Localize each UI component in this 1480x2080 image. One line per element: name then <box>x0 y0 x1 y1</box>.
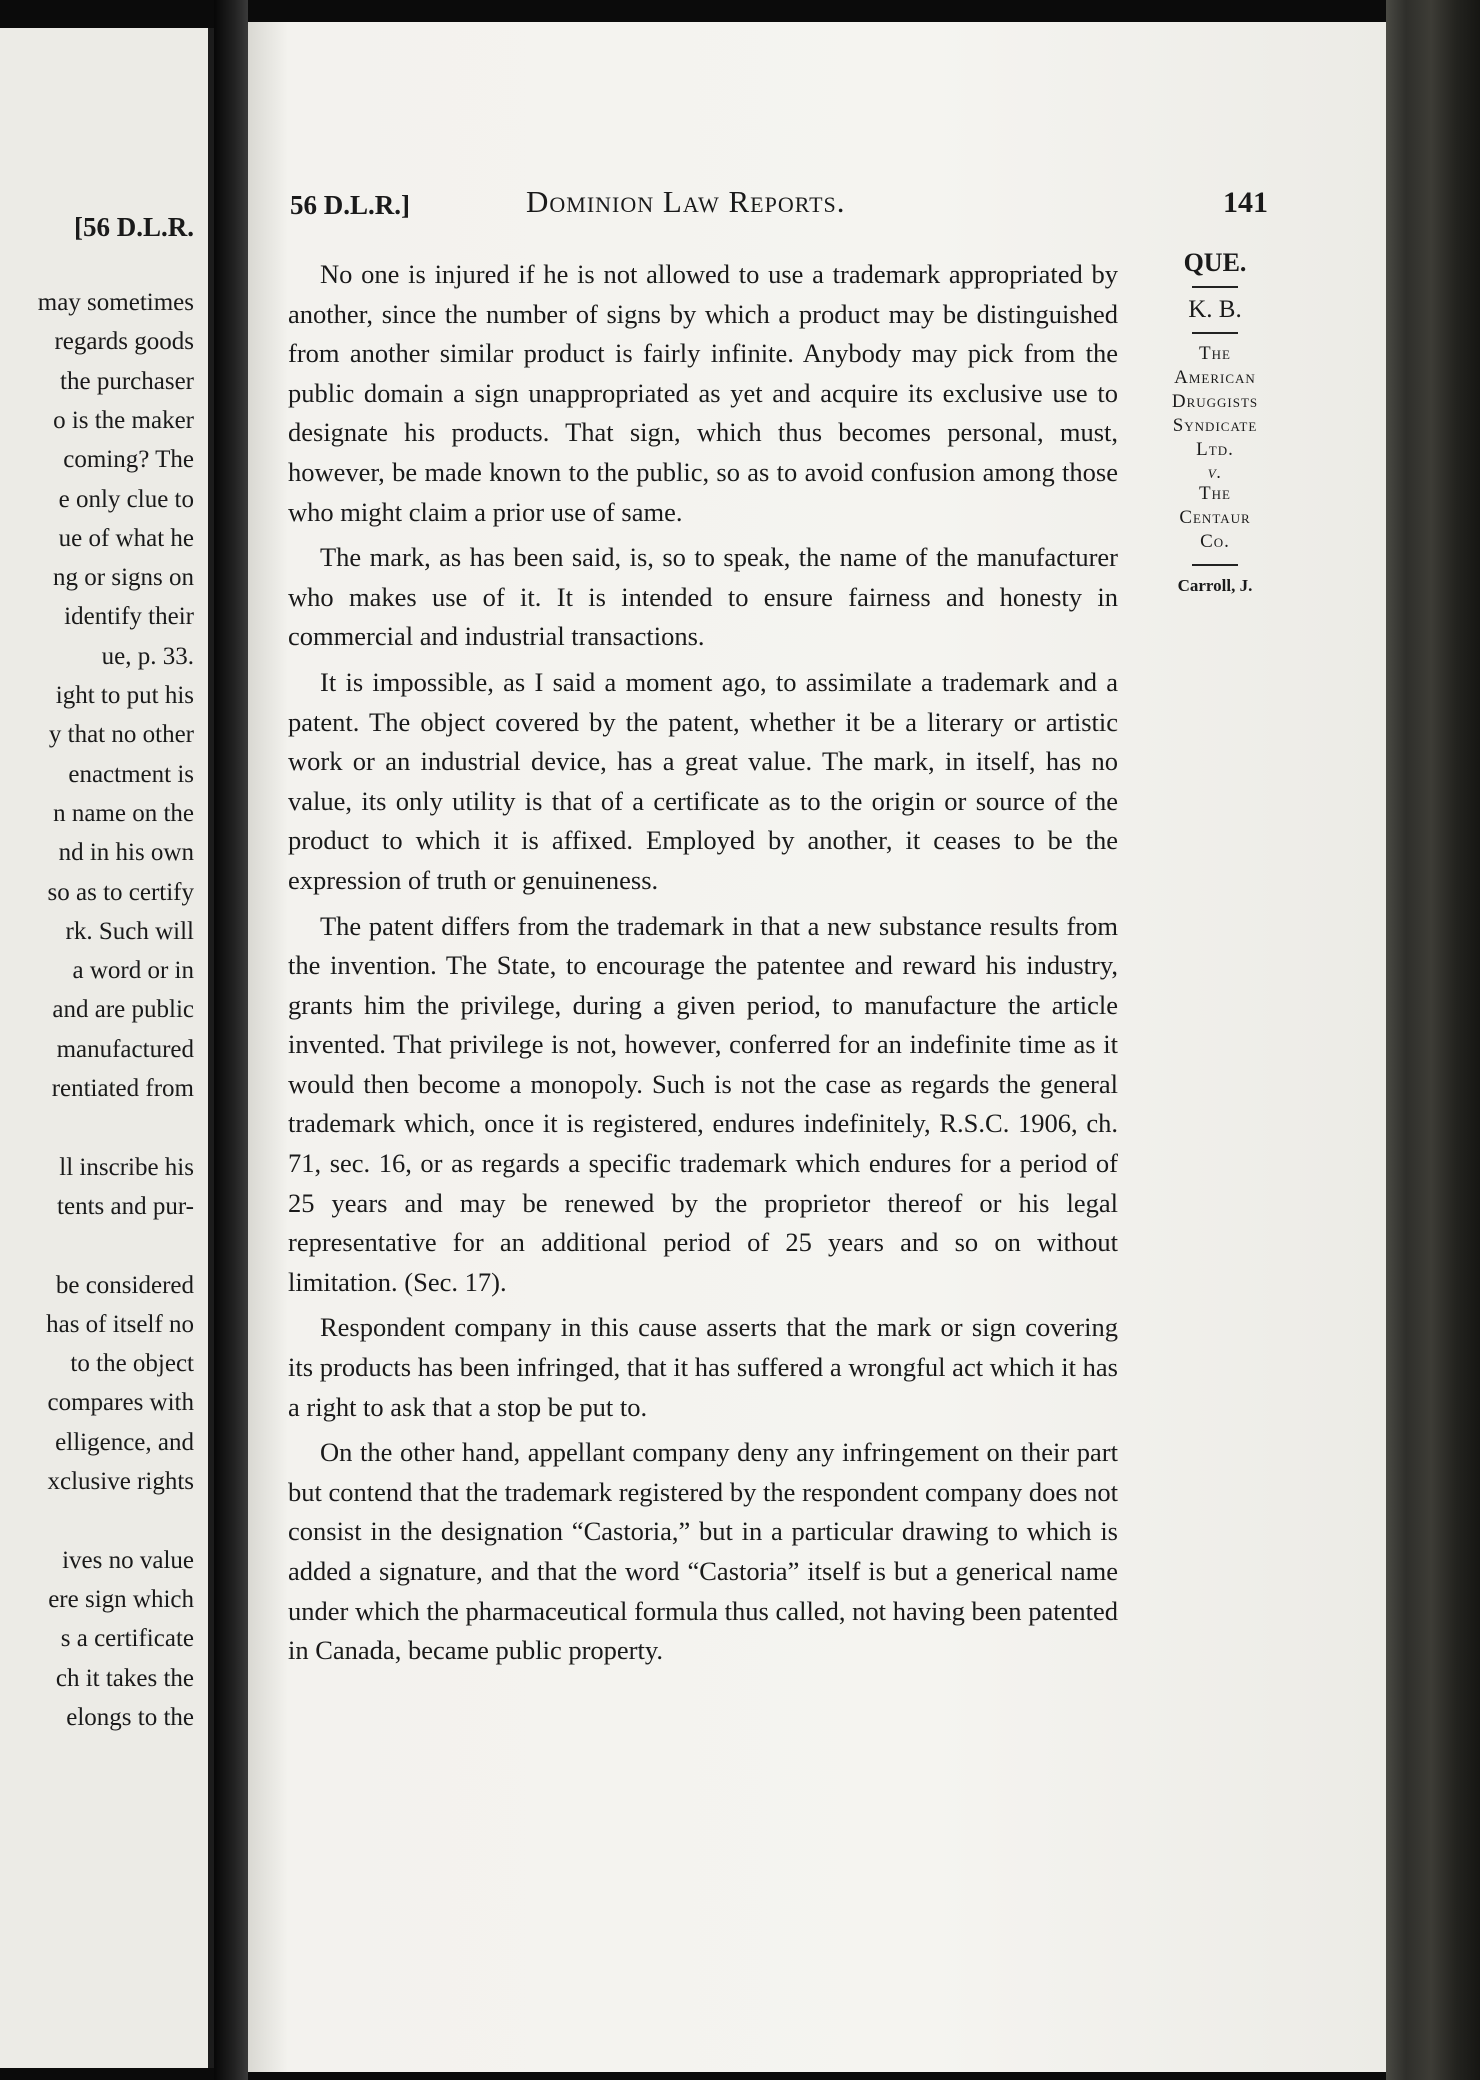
running-header <box>290 184 1278 224</box>
judge-note: Carroll, J. <box>1177 576 1253 595</box>
case-name-line: The <box>1199 343 1231 364</box>
left-page-line: e only clue to <box>58 485 194 513</box>
left-page-line: enactment is <box>68 760 194 788</box>
left-page-line: ives no value <box>62 1546 194 1574</box>
case-name-line: American <box>1174 367 1256 388</box>
paragraph: On the other hand, appellant company deny any infringement on their part but contend that the trademark registered by the respondent company does not consist in the designation “Castoria,” but in a particular drawing to which is added a signature, and that the word “Castoria” itself is but a generical name under which the pharmaceutical formula thus called, not having been patented in Canada, became public property. <box>288 1437 1118 1666</box>
left-page-line: compares with <box>47 1389 194 1417</box>
book-gutter <box>214 0 248 2080</box>
case-name-line: Co. <box>1200 531 1230 552</box>
left-page-line: a word or in <box>72 957 194 985</box>
left-page-header: [56 D.L.R. <box>74 212 194 242</box>
left-page-line: o is the maker <box>53 406 194 434</box>
left-page-line: xclusive rights <box>47 1468 194 1495</box>
court-note: K. B. <box>1188 296 1242 323</box>
left-page-line: elligence, and <box>55 1428 194 1456</box>
left-page-line: n name on the <box>53 799 194 827</box>
divider <box>1192 286 1238 288</box>
book-edge <box>1386 0 1480 2080</box>
case-name-line: Druggists <box>1171 391 1259 412</box>
case-name-line: Ltd. <box>1196 439 1234 460</box>
page-number: 141 <box>1223 186 1268 219</box>
paragraph: Respondent company in this cause asserts that the mark or sign covering its products has been infringed, that it has suffered a wrongful act which it has a right to ask that a stop be put to. <box>288 1312 1118 1422</box>
left-page-line: tents and pur- <box>57 1192 194 1220</box>
left-page-line: be considered <box>55 1271 194 1299</box>
left-page-line: has of itself no <box>46 1310 194 1338</box>
left-page-line: regards goods <box>54 328 194 356</box>
left-page-line: nd in his own <box>58 839 194 867</box>
case-name-line: The <box>1199 483 1231 504</box>
left-page-line: s a certificate <box>60 1625 194 1653</box>
left-page-line: ch it takes the <box>55 1664 194 1692</box>
left-page-line: ll inscribe his <box>59 1153 194 1181</box>
left-page-line: may sometimes <box>37 289 194 316</box>
left-page-line: the purchaser <box>60 367 194 395</box>
left-page-line: manufactured <box>56 1035 194 1063</box>
case-name-line: Syndicate <box>1172 415 1258 436</box>
paragraph: No one is injured if he is not allowed to use a trademark appropriated by another, since the number of signs by which a product may be distinguished from another similar product is fairly infinite. Anybody may pick from the public domain a sign unappropriated as yet and acquire its exclusive use to designate his products. That sign, which thus becomes personal, must, however, be made known to the public, so as to avoid confusion among those who might claim a prior use of same. <box>288 259 1118 527</box>
margin-notes <box>1140 248 1290 596</box>
left-page-line: ng or signs on <box>53 564 194 592</box>
volume-reference: 56 D.L.R.] <box>290 190 410 220</box>
left-page-line: rentiated from <box>51 1075 194 1102</box>
jurisdiction-note: QUE. <box>1183 248 1247 277</box>
versus-marker: v. <box>1207 462 1223 482</box>
body-text <box>288 255 1118 1677</box>
left-page-line: coming? The <box>63 446 194 474</box>
paragraph: The mark, as has been said, is, so to speak, the name of the manufacturer who makes use of it. It is intended to ensure fairness and honesty in commercial and industrial transactions. <box>288 542 1118 652</box>
left-page-line: y that no other <box>48 721 194 749</box>
left-page-line: and are public <box>52 996 194 1024</box>
left-page-line: ight to put his <box>55 682 194 709</box>
left-page-line: so as to certify <box>47 878 194 906</box>
divider <box>1192 332 1238 334</box>
publication-title: Dominion Law Reports. <box>526 184 846 219</box>
left-page-line: ere sign which <box>48 1585 194 1613</box>
case-name-line: Centaur <box>1179 507 1251 528</box>
left-page-line: elongs to the <box>66 1703 194 1731</box>
left-page-line: rk. Such will <box>65 917 194 945</box>
paragraph: It is impossible, as I said a moment ago, to assimilate a trademark and a patent. The object covered by the patent, whether it be a literary or artistic work or an industrial device, has a great value. The mark, in itself, has no value, its only utility is that of a certificate as to the origin or source of the product to which it is affixed. Employed by another, it ceases to be the expression of truth or genuineness. <box>288 666 1118 895</box>
left-page-line: ue of what he <box>58 524 194 552</box>
left-page-line: identify their <box>64 603 194 631</box>
paragraph: The patent differs from the trademark in that a new substance results from the invention. The State, to encourage the patentee and reward his industry, grants him the privilege, during a given period, to manufacture the article invented. That privilege is not, however, conferred for an indefinite time as it would then become a monopoly. Such is not the case as regards the general trademark which, once it is registered, endures indefinitely, R.S.C. 1906, ch. 71, sec. 16, or as regards a specific trademark which endures for a period of 25 years and may be renewed by the proprietor thereof or his legal representative for an additional period of 25 years and so on without limitation. (Sec. 17). <box>288 910 1118 1297</box>
left-page-fragment <box>0 28 214 2068</box>
left-page-line: to the object <box>70 1350 194 1378</box>
divider <box>1192 564 1238 566</box>
left-page-line: ue, p. 33. <box>101 642 194 670</box>
case-name <box>1140 342 1290 554</box>
